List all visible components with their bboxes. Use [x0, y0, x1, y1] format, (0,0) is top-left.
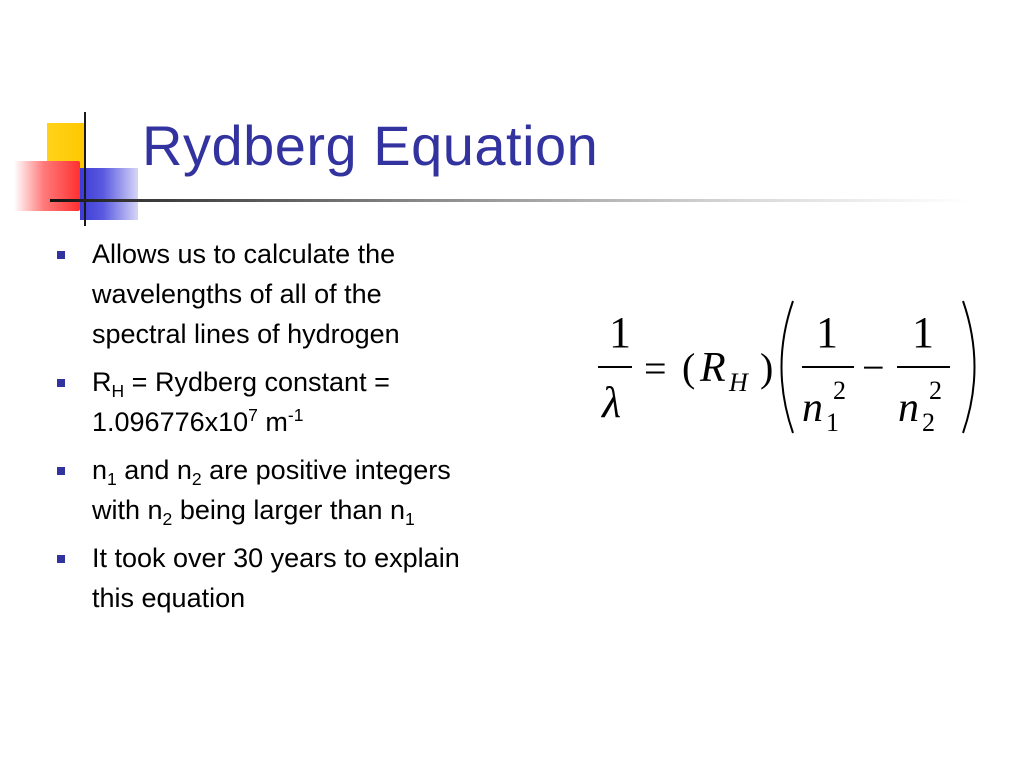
bullet-square-icon [57, 467, 65, 475]
bullet-text-line [92, 450, 577, 490]
bullet-item [57, 362, 577, 442]
bullet-text-line: wavelengths of all of the [92, 279, 382, 309]
bullet-text: being larger than n [172, 495, 405, 525]
title-underline [50, 199, 970, 202]
unit-text: m [257, 407, 288, 437]
equals-sign: = [644, 346, 667, 391]
bullet-text-line [92, 402, 577, 442]
bullet-text-line [92, 362, 577, 402]
rydberg-equation [590, 295, 990, 445]
n-symbol: n [802, 385, 823, 431]
bullet-item [57, 234, 577, 354]
superscript: -1 [287, 405, 304, 426]
subscript: 2 [162, 509, 173, 530]
bullet-square-icon [57, 379, 65, 387]
fraction2-numerator: 1 [912, 308, 934, 357]
subscript: 1 [107, 469, 117, 490]
close-paren: ) [760, 345, 774, 390]
subscript-1: 1 [826, 408, 839, 437]
bullet-square-icon [57, 555, 65, 563]
fraction1-numerator: 1 [816, 308, 838, 357]
bullet-text-line: this equation [92, 583, 246, 613]
decorative-red-square [14, 161, 80, 211]
bullet-text: n [92, 455, 108, 485]
subscript-h: H [729, 368, 748, 397]
bullet-text: are positive integers [201, 455, 451, 485]
lambda-symbol: λ [602, 378, 622, 427]
subscript: H [111, 381, 125, 402]
bullet-text: = Rydberg constant = [124, 367, 390, 397]
rydberg-symbol: R [700, 345, 726, 391]
minus-sign: − [862, 345, 885, 390]
equation-graphic [590, 295, 990, 445]
big-close-paren [963, 301, 975, 433]
bullet-square-icon [57, 251, 65, 259]
bullet-text: with n [92, 495, 163, 525]
bullet-text-line [92, 490, 577, 530]
rydberg-symbol: R [92, 367, 112, 397]
superscript-2: 2 [833, 376, 846, 405]
subscript-2: 2 [922, 408, 935, 437]
bullet-text: and n [116, 455, 192, 485]
superscript-2: 2 [929, 376, 942, 405]
decorative-vertical-line [84, 112, 86, 226]
decorative-blue-square [80, 168, 138, 220]
bullet-list [57, 234, 577, 626]
superscript: 7 [248, 405, 258, 426]
lhs-numerator: 1 [609, 308, 631, 357]
slide-title: Rydberg Equation [142, 114, 599, 177]
bullet-text-line: Allows us to calculate the [92, 239, 396, 269]
subscript: 1 [404, 509, 415, 530]
bullet-item [57, 450, 577, 530]
constant-value: 1.096776x10 [92, 407, 249, 437]
bullet-text-line: It took over 30 years to explain [92, 543, 460, 573]
bullet-item [57, 538, 577, 618]
open-paren: ( [682, 345, 696, 390]
subscript: 2 [191, 469, 202, 490]
bullet-text-line: spectral lines of hydrogen [92, 319, 400, 349]
big-open-paren [782, 301, 794, 433]
n-symbol: n [898, 385, 919, 431]
